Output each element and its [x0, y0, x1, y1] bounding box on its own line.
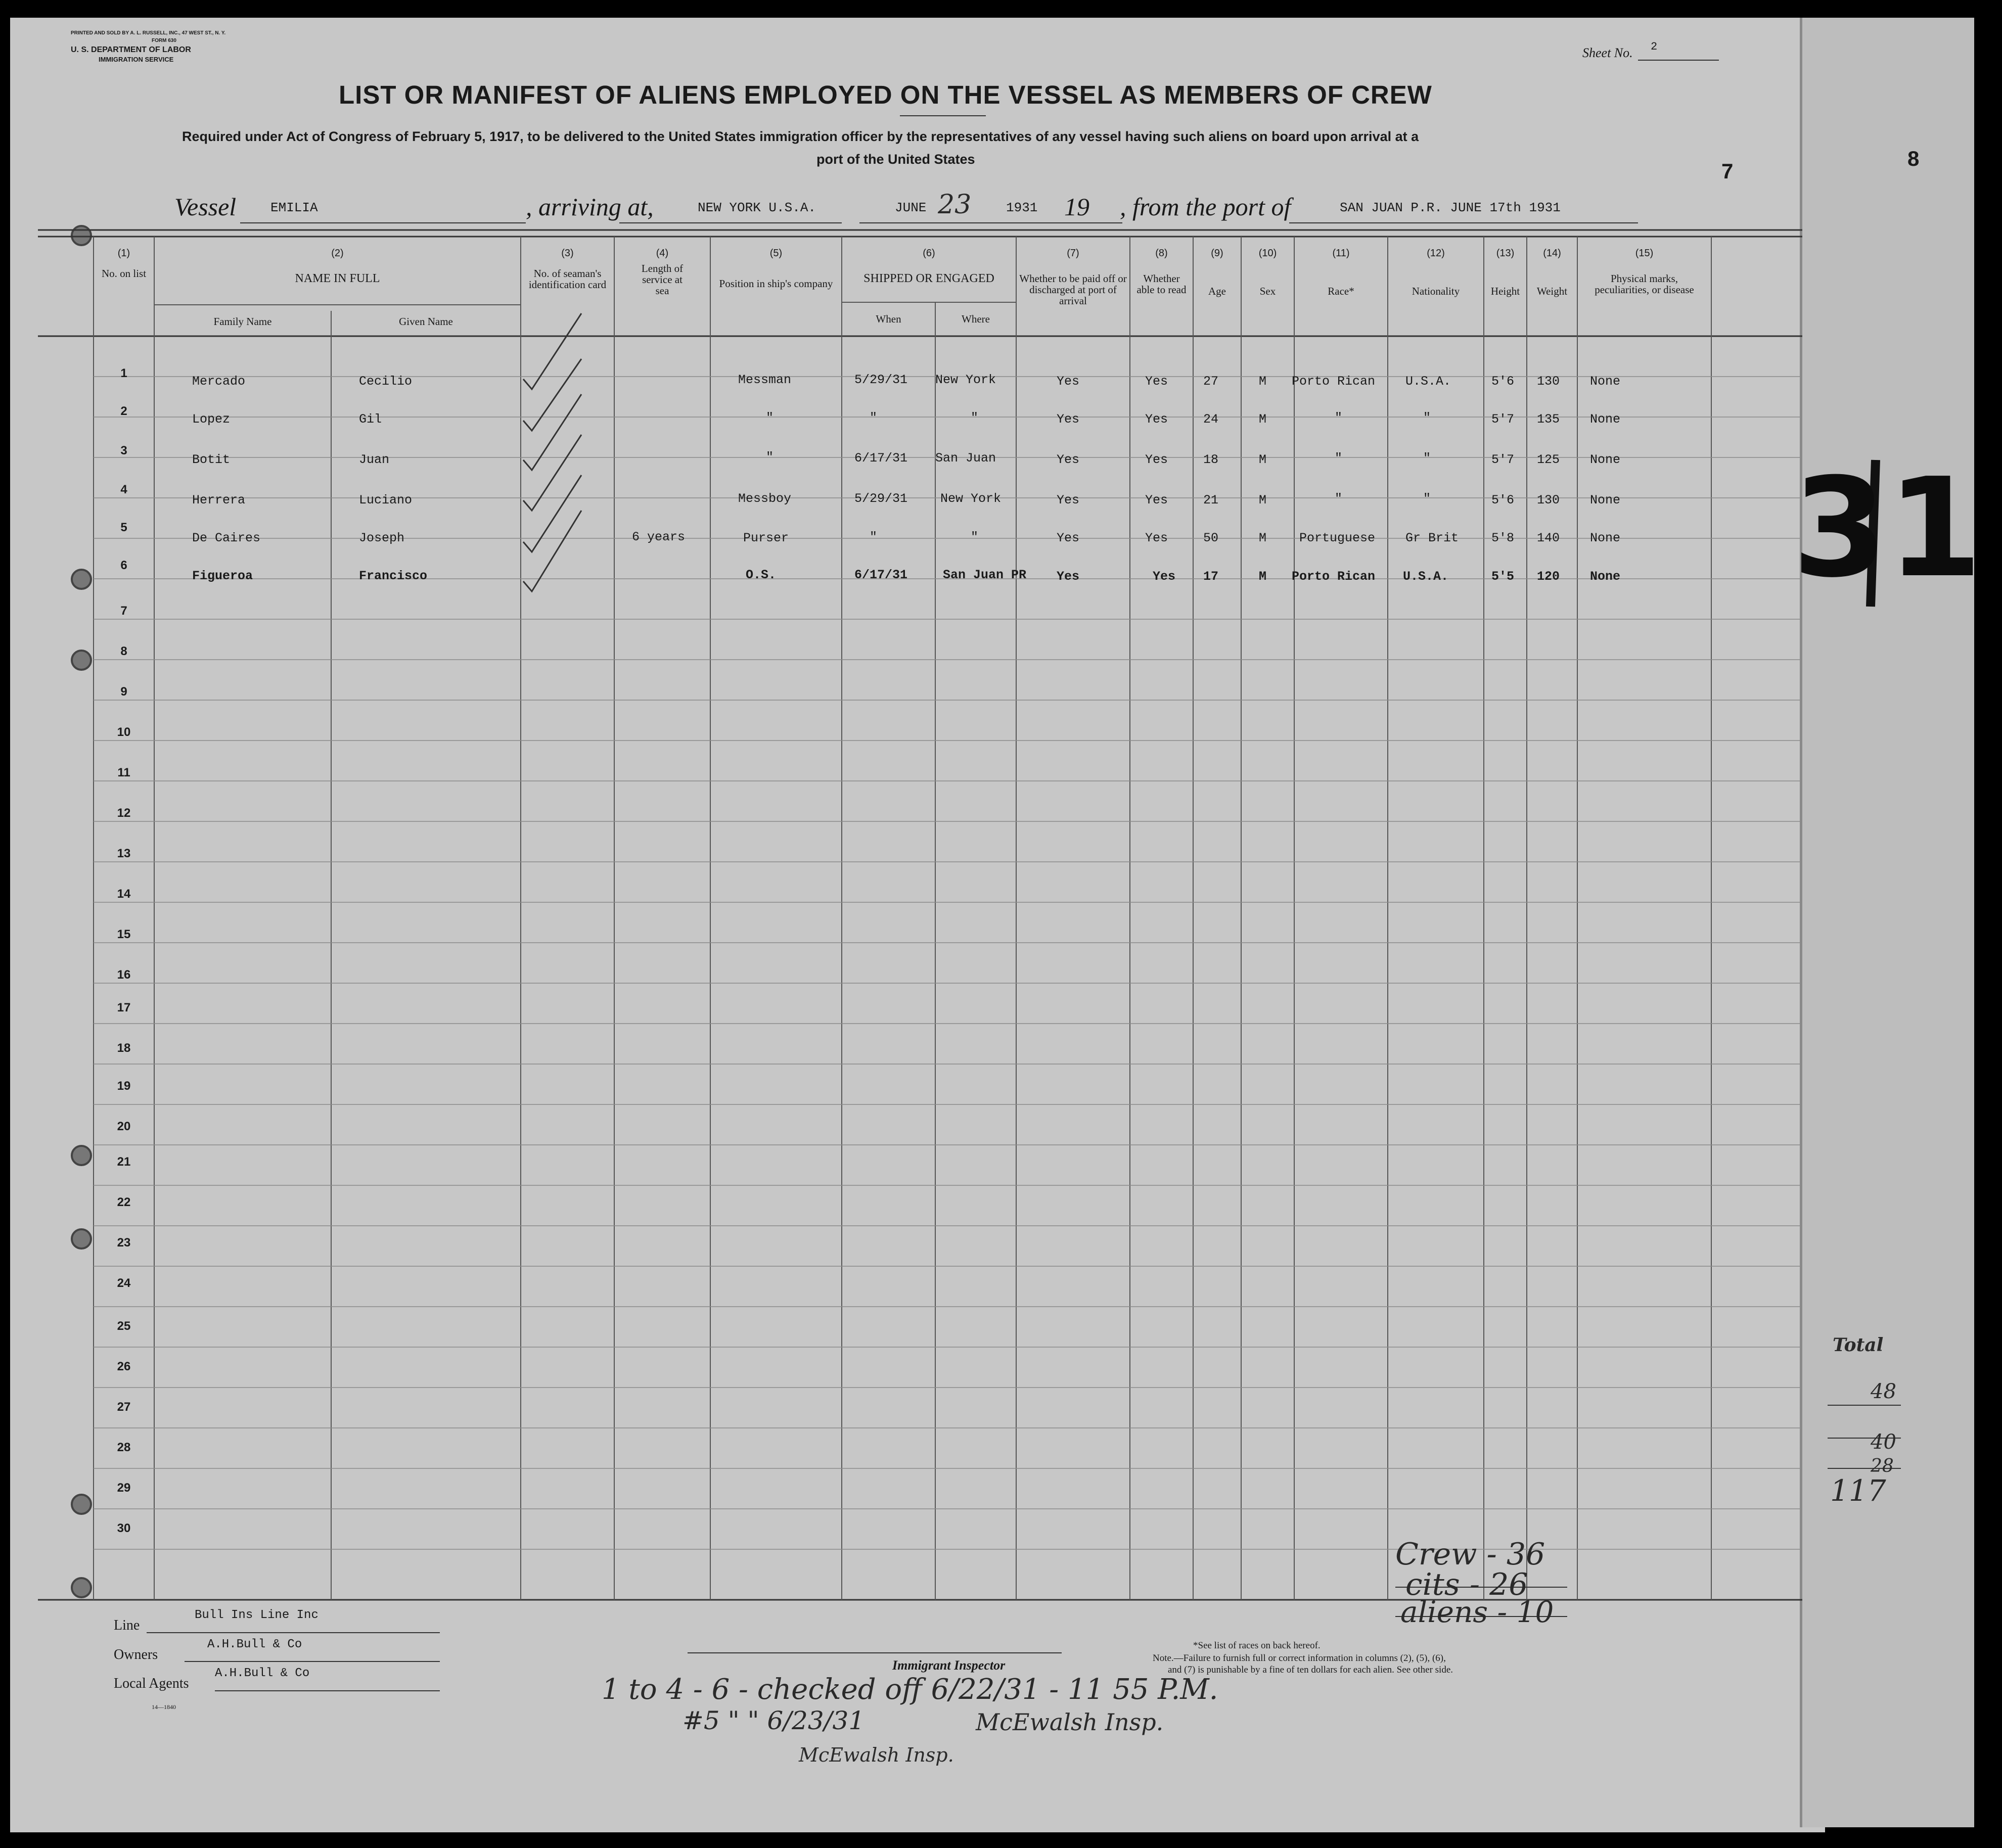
col2-family: Family Name [213, 315, 272, 328]
penalty-note-1: Note.—Failure to furnish full or correct information in columns (2), (5), (6), [1153, 1653, 1446, 1664]
cell-sex: M [1259, 531, 1267, 545]
cell-weight: 130 [1537, 493, 1560, 507]
cell-where: " [971, 410, 979, 425]
cell-read: Yes [1145, 452, 1168, 467]
cell-when: 6/17/31 [854, 451, 908, 466]
col8-label: Whether able to read [1136, 272, 1187, 296]
row-number: 11 [117, 766, 130, 779]
row-number: 23 [117, 1236, 131, 1250]
cell-position: Messboy [738, 491, 792, 506]
cell-race: " [1335, 491, 1343, 506]
cell-position: Purser [743, 531, 789, 545]
col3-num: (3) [561, 248, 574, 259]
row-number: 27 [117, 1400, 131, 1414]
col10-label: Sex [1259, 285, 1276, 297]
cell-given: Joseph [359, 531, 405, 545]
cell-nationality: U.S.A. [1405, 374, 1451, 389]
form-code: 14—1840 [152, 1703, 176, 1711]
cell-when: 5/29/31 [854, 491, 908, 506]
service: IMMIGRATION SERVICE [99, 56, 174, 63]
total-label: Total [1833, 1334, 1884, 1356]
margin-number-7: 7 [1721, 159, 1734, 183]
cell-sex: M [1259, 569, 1267, 584]
cell-height: 5'7 [1491, 412, 1515, 427]
tally-citizens: cits - 26 [1405, 1567, 1528, 1602]
arrival-year: 1931 [1006, 200, 1038, 215]
row-number: 25 [117, 1319, 131, 1333]
arriving-label: , arriving at, [526, 193, 654, 221]
cell-marks: None [1590, 374, 1621, 389]
row-number: 26 [117, 1360, 131, 1373]
races-note: *See list of races on back hereof. [1193, 1640, 1321, 1651]
cell-weight: 135 [1537, 412, 1560, 427]
row-number: 9 [120, 685, 127, 699]
cell-given: Cecilio [359, 374, 413, 389]
col4-label: Length of service at sea [641, 262, 684, 297]
row-number: 18 [117, 1041, 131, 1055]
row-number: 17 [117, 1001, 131, 1014]
inspector-signature-2: McEwalsh Insp. [799, 1744, 954, 1766]
row-number: 19 [117, 1079, 131, 1093]
row-number: 21 [117, 1155, 131, 1169]
cell-when: 5/29/31 [854, 373, 908, 387]
row-number: 22 [117, 1195, 131, 1209]
row-number: 4 [120, 483, 127, 496]
arrival-month: JUNE [895, 200, 927, 215]
cell-where: San Juan [935, 451, 996, 466]
row-number: 5 [120, 521, 127, 534]
cell-nationality: U.S.A. [1403, 569, 1449, 584]
margin-number-8: 8 [1907, 147, 1920, 170]
row-number: 13 [117, 847, 131, 860]
cell-weight: 125 [1537, 452, 1560, 467]
cell-when: " [870, 410, 878, 425]
col3-label: No. of seaman's identification card [528, 267, 607, 291]
cell-marks: None [1590, 412, 1621, 427]
total-value-1: 48 [1871, 1380, 1896, 1403]
cell-when: " [870, 530, 878, 544]
cell-where: New York [940, 491, 1002, 506]
arrival-day: 23 [938, 190, 972, 220]
total-value-3: 28 [1871, 1456, 1894, 1476]
cell-given: Luciano [359, 493, 413, 507]
tally-crew: Crew - 36 [1395, 1537, 1545, 1572]
margin-handwritten-number: 31 [1792, 448, 1982, 608]
row-number: 1 [120, 366, 127, 380]
cell-paid-off: Yes [1057, 374, 1080, 389]
owners-label: Owners [114, 1647, 158, 1662]
cell-position: " [766, 450, 774, 465]
cell-age: 24 [1203, 412, 1219, 427]
col10-num: (10) [1258, 248, 1277, 259]
cell-service: 6 years [632, 530, 686, 544]
checked-off-note-2: #5 " " 6/23/31 [682, 1706, 865, 1735]
col5-label: Position in ship's company [719, 278, 833, 290]
col6-when: When [876, 313, 901, 325]
cell-sex: M [1259, 412, 1267, 427]
col11-num: (11) [1332, 248, 1350, 259]
cell-paid-off: Yes [1057, 569, 1080, 584]
cell-height: 5'8 [1491, 531, 1515, 545]
row-number: 29 [117, 1481, 131, 1495]
cell-where: New York [935, 373, 996, 387]
col4-num: (4) [656, 248, 669, 259]
cell-age: 18 [1203, 452, 1219, 467]
subtitle-line2: port of the United States [816, 152, 975, 167]
cell-age: 21 [1203, 493, 1219, 507]
col14-label: Weight [1536, 285, 1568, 297]
form-number: FORM 630 [152, 38, 176, 43]
col11-label: Race* [1328, 285, 1354, 297]
cell-position: " [766, 410, 774, 425]
cell-read: Yes [1153, 569, 1176, 584]
col2-label: NAME IN FULL [295, 272, 380, 285]
inspector-label: Immigrant Inspector [892, 1658, 1006, 1673]
cell-family: De Caires [192, 531, 261, 545]
cell-where: " [971, 530, 979, 544]
vessel-label: Vessel [174, 193, 237, 221]
tally-aliens: aliens - 10 [1400, 1595, 1554, 1629]
cell-weight: 130 [1537, 374, 1560, 389]
col15-num: (15) [1635, 248, 1654, 259]
year-prefix: 19 [1064, 193, 1089, 221]
cell-paid-off: Yes [1057, 493, 1080, 507]
row-number: 24 [117, 1276, 131, 1290]
cell-race: " [1335, 451, 1343, 466]
line-value: Bull Ins Line Inc [195, 1608, 318, 1622]
cell-sex: M [1259, 374, 1267, 389]
cell-marks: None [1590, 569, 1621, 584]
cell-height: 5'7 [1491, 452, 1515, 467]
total-value-4: 117 [1830, 1473, 1886, 1508]
row-number: 10 [117, 725, 131, 739]
col2-num: (2) [331, 248, 344, 259]
cell-nationality: " [1423, 451, 1431, 466]
cell-where: San Juan PR [943, 568, 1027, 582]
col6-num: (6) [923, 248, 935, 259]
row-number: 2 [120, 404, 127, 418]
total-value-2: 40 [1871, 1430, 1896, 1454]
row-number: 12 [117, 806, 131, 820]
from-port: SAN JUAN P.R. JUNE 17th 1931 [1340, 200, 1561, 215]
col13-label: Height [1490, 285, 1520, 297]
col9-num: (9) [1211, 248, 1223, 259]
cell-family: Herrera [192, 493, 246, 507]
col6-where: Where [962, 313, 990, 325]
col12-num: (12) [1427, 248, 1445, 259]
cell-race: Porto Rican [1292, 374, 1376, 389]
col14-num: (14) [1543, 248, 1561, 259]
col2-given: Given Name [399, 315, 453, 328]
col9-label: Age [1208, 285, 1226, 297]
cell-weight: 140 [1537, 531, 1560, 545]
col6-label: SHIPPED OR ENGAGED [863, 272, 994, 285]
row-number: 30 [117, 1521, 131, 1535]
cell-given: Francisco [359, 569, 428, 583]
row-number: 8 [120, 644, 127, 658]
sheet-label: Sheet No. [1582, 45, 1633, 60]
agents-label: Local Agents [114, 1676, 189, 1691]
inspector-signature: McEwalsh Insp. [976, 1708, 1164, 1736]
cell-sex: M [1259, 493, 1267, 507]
printer-line: PRINTED AND SOLD BY A. L. RUSSELL, INC., 47 WEST ST., N. Y. [71, 30, 226, 36]
penalty-note-2: and (7) is punishable by a fine of ten dollars for each alien. See other side. [1168, 1665, 1453, 1675]
cell-family: Mercado [192, 374, 246, 389]
line-label: Line [114, 1618, 140, 1633]
cell-nationality: " [1423, 491, 1431, 506]
document-title: LIST OR MANIFEST OF ALIENS EMPLOYED ON THE VESSEL AS MEMBERS OF CREW [339, 80, 1432, 109]
cell-age: 17 [1203, 569, 1219, 584]
arriving-port: NEW YORK U.S.A. [698, 200, 816, 215]
vessel-name: EMILIA [270, 200, 318, 215]
col12-label: Nationality [1412, 285, 1460, 297]
col8-num: (8) [1155, 248, 1168, 259]
subtitle-line1: Required under Act of Congress of February 5, 1917, to be delivered to the United States immigration officer by the representatives of any vessel having such aliens on board upon arrival at a [182, 129, 1419, 144]
cell-race: Porto Rican [1292, 569, 1376, 584]
cell-given: Juan [359, 452, 390, 467]
cell-paid-off: Yes [1057, 531, 1080, 545]
cell-paid-off: Yes [1057, 452, 1080, 467]
col5-num: (5) [769, 248, 783, 259]
cell-race: Portuguese [1299, 531, 1376, 545]
cell-marks: None [1590, 531, 1621, 545]
row-number: 28 [117, 1441, 131, 1454]
col7-num: (7) [1067, 248, 1079, 259]
cell-marks: None [1590, 493, 1621, 507]
col7-label: Whether to be paid off or discharged at port of arrival [1019, 272, 1127, 307]
agents-value: A.H.Bull & Co [215, 1667, 310, 1680]
cell-paid-off: Yes [1057, 412, 1080, 427]
cell-marks: None [1590, 452, 1621, 467]
row-number: 20 [117, 1120, 131, 1133]
cell-sex: M [1259, 452, 1267, 467]
cell-family: Lopez [192, 412, 231, 427]
department: U. S. DEPARTMENT OF LABOR [71, 45, 191, 54]
cell-read: Yes [1145, 531, 1168, 545]
from-label: , from the port of [1120, 193, 1291, 221]
owners-value: A.H.Bull & Co [207, 1638, 302, 1651]
col13-num: (13) [1496, 248, 1515, 259]
cell-nationality: " [1423, 410, 1431, 425]
row-number: 16 [117, 968, 131, 982]
sheet-number: 2 [1651, 40, 1658, 53]
row-number: 7 [120, 604, 127, 618]
row-number: 15 [117, 928, 131, 941]
checked-off-note: 1 to 4 - 6 - checked off 6/22/31 - 11 55 P.M. [602, 1673, 1218, 1706]
cell-when: 6/17/31 [854, 568, 908, 582]
row-number: 14 [117, 887, 131, 901]
cell-age: 27 [1203, 374, 1219, 389]
col1-num: (1) [117, 248, 130, 259]
cell-given: Gil [359, 412, 382, 427]
cell-height: 5'6 [1491, 493, 1515, 507]
cell-read: Yes [1145, 412, 1168, 427]
cell-read: Yes [1145, 374, 1168, 389]
cell-height: 5'5 [1491, 569, 1515, 584]
cell-family: Botit [192, 452, 231, 467]
cell-family: Figueroa [192, 569, 253, 583]
col1-label: No. on list [101, 267, 147, 280]
row-number: 3 [120, 444, 127, 457]
col15-label: Physical marks, peculiarities, or disease [1595, 272, 1694, 296]
cell-height: 5'6 [1491, 374, 1515, 389]
row-number: 6 [120, 559, 127, 572]
cell-position: O.S. [746, 568, 777, 582]
cell-race: " [1335, 410, 1343, 425]
cell-age: 50 [1203, 531, 1219, 545]
cell-read: Yes [1145, 493, 1168, 507]
cell-position: Messman [738, 373, 792, 387]
cell-weight: 120 [1537, 569, 1560, 584]
cell-nationality: Gr Brit [1405, 531, 1459, 545]
